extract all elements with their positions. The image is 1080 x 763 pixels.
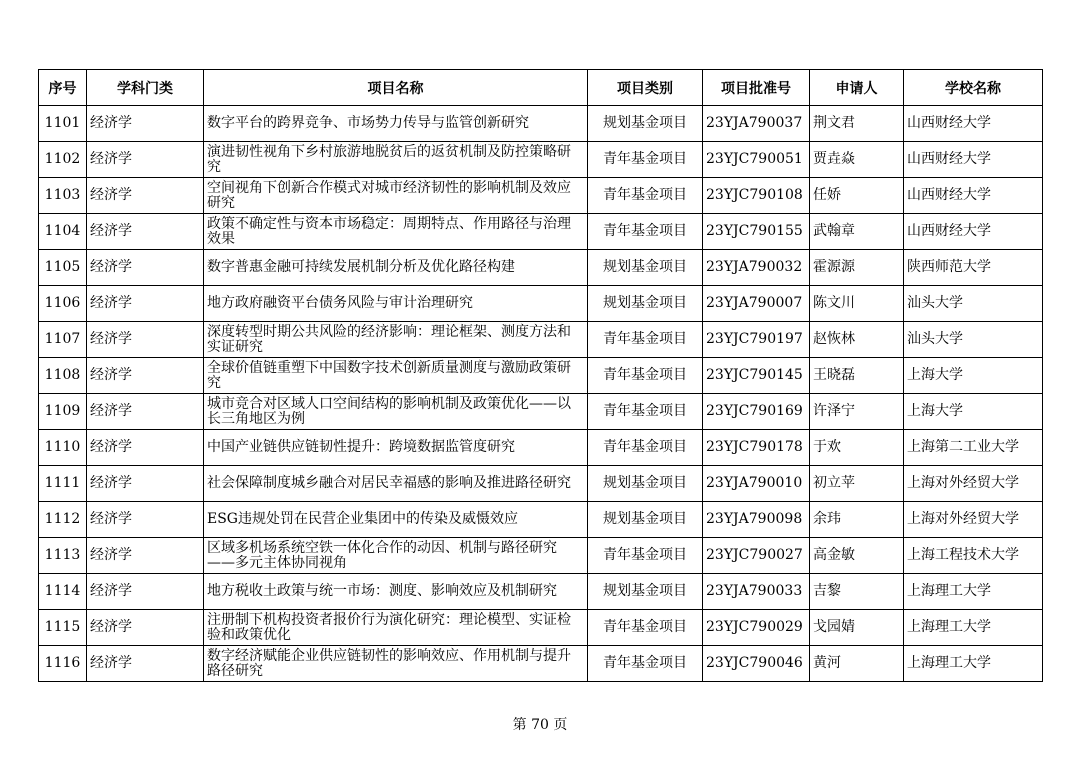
cell-title: 数字经济赋能企业供应链韧性的影响效应、作用机制与提升路径研究 xyxy=(204,646,588,682)
cell-approval: 23YJA790098 xyxy=(703,502,810,538)
cell-no: 1110 xyxy=(39,430,87,466)
cell-title: 注册制下机构投资者报价行为演化研究：理论模型、实证检验和政策优化 xyxy=(204,610,588,646)
cell-discipline: 经济学 xyxy=(87,574,204,610)
table-row xyxy=(39,142,1043,178)
cell-applicant: 王晓磊 xyxy=(810,358,904,394)
cell-category: 规划基金项目 xyxy=(588,286,703,322)
cell-applicant: 于欢 xyxy=(810,430,904,466)
cell-approval: 23YJC790046 xyxy=(703,646,810,682)
col-header-school: 学校名称 xyxy=(904,70,1043,106)
cell-school: 陕西师范大学 xyxy=(904,250,1043,286)
cell-no: 1115 xyxy=(39,610,87,646)
cell-school: 山西财经大学 xyxy=(904,178,1043,214)
cell-school: 上海对外经贸大学 xyxy=(904,502,1043,538)
cell-title: 社会保障制度城乡融合对居民幸福感的影响及推进路径研究 xyxy=(204,466,588,502)
cell-no: 1103 xyxy=(39,178,87,214)
cell-school: 山西财经大学 xyxy=(904,106,1043,142)
table-row xyxy=(39,178,1043,214)
cell-title: 政策不确定性与资本市场稳定：周期特点、作用路径与治理效果 xyxy=(204,214,588,250)
cell-applicant: 武翰章 xyxy=(810,214,904,250)
cell-school: 上海对外经贸大学 xyxy=(904,466,1043,502)
cell-no: 1101 xyxy=(39,106,87,142)
table-row xyxy=(39,322,1043,358)
cell-approval: 23YJC790027 xyxy=(703,538,810,574)
cell-no: 1102 xyxy=(39,142,87,178)
cell-title: 城市竞合对区域人口空间结构的影响机制及政策优化——以长三角地区为例 xyxy=(204,394,588,430)
cell-no: 1111 xyxy=(39,466,87,502)
cell-no: 1107 xyxy=(39,322,87,358)
cell-no: 1104 xyxy=(39,214,87,250)
cell-approval: 23YJC790029 xyxy=(703,610,810,646)
cell-title: 数字普惠金融可持续发展机制分析及优化路径构建 xyxy=(204,250,588,286)
cell-discipline: 经济学 xyxy=(87,106,204,142)
table-row xyxy=(39,214,1043,250)
cell-category: 青年基金项目 xyxy=(588,610,703,646)
cell-applicant: 余玮 xyxy=(810,502,904,538)
col-header-no: 序号 xyxy=(39,70,87,106)
cell-discipline: 经济学 xyxy=(87,358,204,394)
cell-applicant: 任娇 xyxy=(810,178,904,214)
cell-category: 规划基金项目 xyxy=(588,574,703,610)
table-row xyxy=(39,502,1043,538)
table-row xyxy=(39,394,1043,430)
cell-title: 数字平台的跨界竞争、市场势力传导与监管创新研究 xyxy=(204,106,588,142)
table-row xyxy=(39,358,1043,394)
cell-discipline: 经济学 xyxy=(87,322,204,358)
cell-approval: 23YJC790108 xyxy=(703,178,810,214)
cell-approval: 23YJC790155 xyxy=(703,214,810,250)
cell-approval: 23YJA790037 xyxy=(703,106,810,142)
cell-discipline: 经济学 xyxy=(87,502,204,538)
col-header-discipline: 学科门类 xyxy=(87,70,204,106)
cell-category: 青年基金项目 xyxy=(588,322,703,358)
cell-no: 1106 xyxy=(39,286,87,322)
cell-discipline: 经济学 xyxy=(87,466,204,502)
cell-title: 演进韧性视角下乡村旅游地脱贫后的返贫机制及防控策略研究 xyxy=(204,142,588,178)
table-row xyxy=(39,538,1043,574)
cell-title: 区域多机场系统空铁一体化合作的动因、机制与路径研究——多元主体协同视角 xyxy=(204,538,588,574)
cell-title: 地方税收土政策与统一市场：测度、影响效应及机制研究 xyxy=(204,574,588,610)
cell-applicant: 吉黎 xyxy=(810,574,904,610)
cell-discipline: 经济学 xyxy=(87,394,204,430)
cell-applicant: 陈文川 xyxy=(810,286,904,322)
table-row xyxy=(39,610,1043,646)
table-row xyxy=(39,430,1043,466)
cell-category: 规划基金项目 xyxy=(588,502,703,538)
cell-applicant: 赵恢林 xyxy=(810,322,904,358)
cell-category: 青年基金项目 xyxy=(588,214,703,250)
table-header-row xyxy=(39,70,1043,106)
table-row xyxy=(39,646,1043,682)
cell-approval: 23YJC790178 xyxy=(703,430,810,466)
cell-discipline: 经济学 xyxy=(87,646,204,682)
cell-approval: 23YJC790169 xyxy=(703,394,810,430)
cell-title: 地方政府融资平台债务风险与审计治理研究 xyxy=(204,286,588,322)
cell-category: 青年基金项目 xyxy=(588,394,703,430)
table-row xyxy=(39,466,1043,502)
cell-school: 山西财经大学 xyxy=(904,214,1043,250)
cell-school: 上海第二工业大学 xyxy=(904,430,1043,466)
cell-approval: 23YJC790051 xyxy=(703,142,810,178)
cell-no: 1114 xyxy=(39,574,87,610)
cell-school: 山西财经大学 xyxy=(904,142,1043,178)
cell-discipline: 经济学 xyxy=(87,250,204,286)
cell-discipline: 经济学 xyxy=(87,430,204,466)
project-table xyxy=(38,69,1043,682)
cell-title: 全球价值链重塑下中国数字技术创新质量测度与激励政策研究 xyxy=(204,358,588,394)
cell-approval: 23YJA790033 xyxy=(703,574,810,610)
cell-school: 上海大学 xyxy=(904,394,1043,430)
table-row xyxy=(39,106,1043,142)
cell-no: 1108 xyxy=(39,358,87,394)
col-header-category: 项目类别 xyxy=(588,70,703,106)
cell-discipline: 经济学 xyxy=(87,538,204,574)
cell-applicant: 初立苹 xyxy=(810,466,904,502)
page-number: 第 70 页 xyxy=(512,717,568,733)
cell-no: 1105 xyxy=(39,250,87,286)
cell-category: 规划基金项目 xyxy=(588,106,703,142)
cell-title: ESG违规处罚在民营企业集团中的传染及威慑效应 xyxy=(204,502,588,538)
cell-category: 青年基金项目 xyxy=(588,142,703,178)
cell-approval: 23YJC790145 xyxy=(703,358,810,394)
cell-category: 规划基金项目 xyxy=(588,250,703,286)
cell-school: 上海大学 xyxy=(904,358,1043,394)
cell-school: 上海理工大学 xyxy=(904,574,1043,610)
cell-no: 1113 xyxy=(39,538,87,574)
col-header-applicant: 申请人 xyxy=(810,70,904,106)
cell-discipline: 经济学 xyxy=(87,610,204,646)
cell-category: 青年基金项目 xyxy=(588,538,703,574)
cell-school: 汕头大学 xyxy=(904,286,1043,322)
col-header-approval: 项目批准号 xyxy=(703,70,810,106)
table-row xyxy=(39,574,1043,610)
cell-applicant: 贾垚焱 xyxy=(810,142,904,178)
table-row xyxy=(39,250,1043,286)
cell-school: 汕头大学 xyxy=(904,322,1043,358)
table-row xyxy=(39,286,1043,322)
cell-discipline: 经济学 xyxy=(87,214,204,250)
cell-applicant: 荆文君 xyxy=(810,106,904,142)
cell-category: 规划基金项目 xyxy=(588,466,703,502)
cell-no: 1109 xyxy=(39,394,87,430)
cell-applicant: 高金敏 xyxy=(810,538,904,574)
cell-approval: 23YJA790007 xyxy=(703,286,810,322)
cell-title: 深度转型时期公共风险的经济影响：理论框架、测度方法和实证研究 xyxy=(204,322,588,358)
table-body xyxy=(39,106,1043,682)
cell-school: 上海工程技术大学 xyxy=(904,538,1043,574)
col-header-title: 项目名称 xyxy=(204,70,588,106)
cell-approval: 23YJA790010 xyxy=(703,466,810,502)
cell-discipline: 经济学 xyxy=(87,286,204,322)
cell-school: 上海理工大学 xyxy=(904,610,1043,646)
cell-no: 1112 xyxy=(39,502,87,538)
cell-applicant: 霍源源 xyxy=(810,250,904,286)
cell-no: 1116 xyxy=(39,646,87,682)
cell-discipline: 经济学 xyxy=(87,178,204,214)
cell-approval: 23YJC790197 xyxy=(703,322,810,358)
cell-applicant: 黄河 xyxy=(810,646,904,682)
cell-category: 青年基金项目 xyxy=(588,430,703,466)
cell-approval: 23YJA790032 xyxy=(703,250,810,286)
cell-applicant: 许泽宁 xyxy=(810,394,904,430)
cell-school: 上海理工大学 xyxy=(904,646,1043,682)
cell-category: 青年基金项目 xyxy=(588,178,703,214)
cell-category: 青年基金项目 xyxy=(588,646,703,682)
cell-title: 空间视角下创新合作模式对城市经济韧性的影响机制及效应研究 xyxy=(204,178,588,214)
cell-title: 中国产业链供应链韧性提升：跨境数据监管度研究 xyxy=(204,430,588,466)
cell-applicant: 戈园婧 xyxy=(810,610,904,646)
cell-discipline: 经济学 xyxy=(87,142,204,178)
cell-category: 青年基金项目 xyxy=(588,358,703,394)
